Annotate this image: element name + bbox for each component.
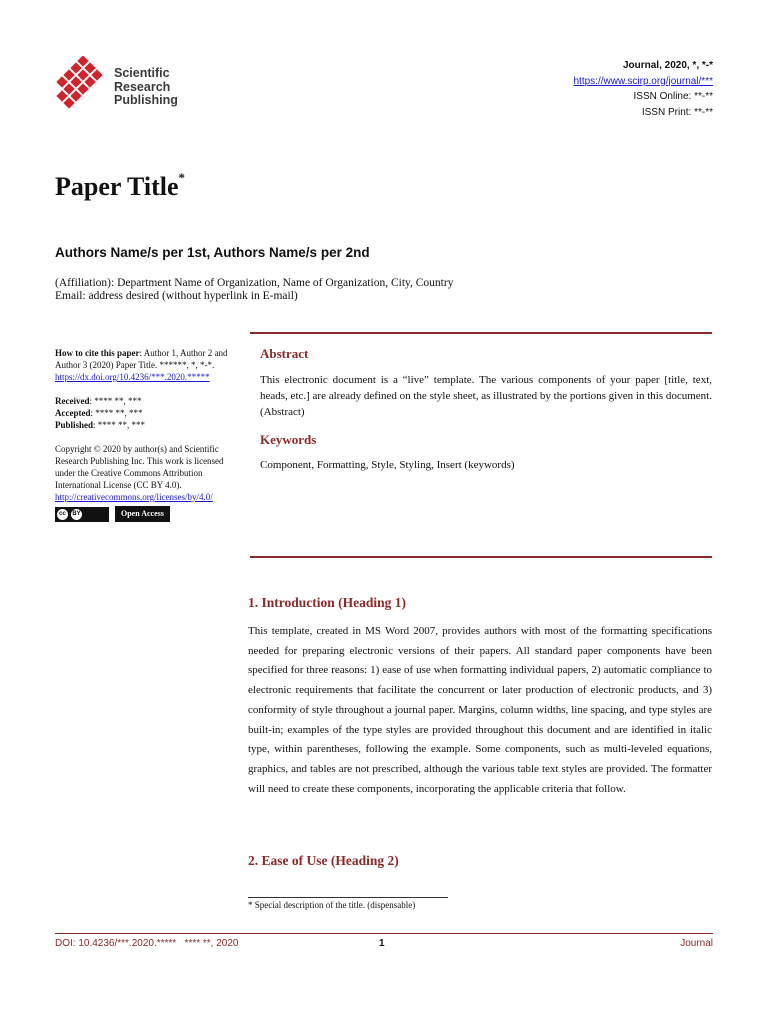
footnote-rule [248,897,448,898]
copyright-text: Copyright © 2020 by author(s) and Scientific Research Publishing Inc. This work is licensed under the Creative Commons Attribution International License (CC BY 4.0). [55,444,224,490]
abstract-bottom-rule [250,556,712,558]
attribution-icon: BY [71,509,82,520]
footer-doi: DOI: 10.4236/***.2020.***** **** **, 2020 [55,938,239,949]
received: Received: **** **, *** [55,396,142,406]
keywords-text: Component, Formatting, Style, Styling, Insert (keywords) [260,459,515,471]
email: Email: address desired (without hyperlink in E-mail) [55,290,298,302]
cc-icon: cc [57,509,68,520]
footer-journal: Journal [680,938,713,949]
citation-sidebar [55,347,245,522]
affiliation: (Affiliation): Department Name of Organization, Name of Organization, City, Country [55,277,454,289]
cite-block: How to cite this paper: Author 1, Author 2 and Author 3 (2020) Paper Title. ******, *, *-*. https://dx.doi.org/10.4236/***.2020.***** [55,348,228,382]
abstract-top-rule [250,332,712,334]
accepted: Accepted: **** **, *** [55,408,143,418]
license-badges [55,506,245,522]
journal-url-link[interactable]: https://www.scirp.org/journal/*** [573,75,713,87]
affiliation-block [55,277,453,303]
keywords-heading: Keywords [260,432,317,447]
intro-heading: 1. Introduction (Heading 1) [248,595,407,610]
license-link[interactable]: http://creativecommons.org/licenses/by/4.0/ [55,492,213,502]
journal-info [573,58,713,120]
journal-line: Journal, 2020, *, *-* [622,60,713,71]
abstract-text: This electronic document is a “live” template. The various components of your paper [title, text, heads, etc.] are already defined on the style sheet, as illustrated by the portions given in this document. (Abstract) [260,374,712,418]
scirp-logo-icon [54,56,112,114]
cc-by-badge[interactable] [55,507,109,522]
issn-online: ISSN Online: **-** [633,91,713,102]
doi-link[interactable]: https://dx.doi.org/10.4236/***.2020.***** [55,372,210,382]
footnote: * Special description of the title. (dispensable) [248,900,416,910]
ease-heading: 2. Ease of Use (Heading 2) [248,853,399,868]
page-number: 1 [379,938,385,949]
paper-title: Paper Title* [55,170,185,201]
abstract-heading: Abstract [260,346,309,361]
footer-rule [55,933,713,934]
open-access-badge: Open Access [115,506,170,522]
published: Published: **** **, *** [55,420,146,430]
issn-print: ISSN Print: **-** [641,106,713,118]
intro-text: This template, created in MS Word 2007, provides authors with most of the formatting specifications needed for preparing electronic versions of their papers. All standard paper components have been specified for three reasons: 1) ease of use when formatting individual papers, 2) automatic compliance to electronic requirements that facilitate the concurrent or later production of electronic products, and 3) conformity of style throughout a journal paper. Margins, column widths, line spacing, and type styles are built-in; examples of the type styles are provided throughout this document and are identified in italic type, within parentheses, following the example. Some components, such as multi-leveled equations, graphics, and tables are not prescribed, although the various table text styles are provided. The formatter will need to create these components, incorporating the applicable criteria that follow. [248,625,712,795]
authors: Authors Name/s per 1st, Authors Name/s per 2nd [55,245,370,260]
publisher-name: Scientific Research Publishing [114,66,178,107]
